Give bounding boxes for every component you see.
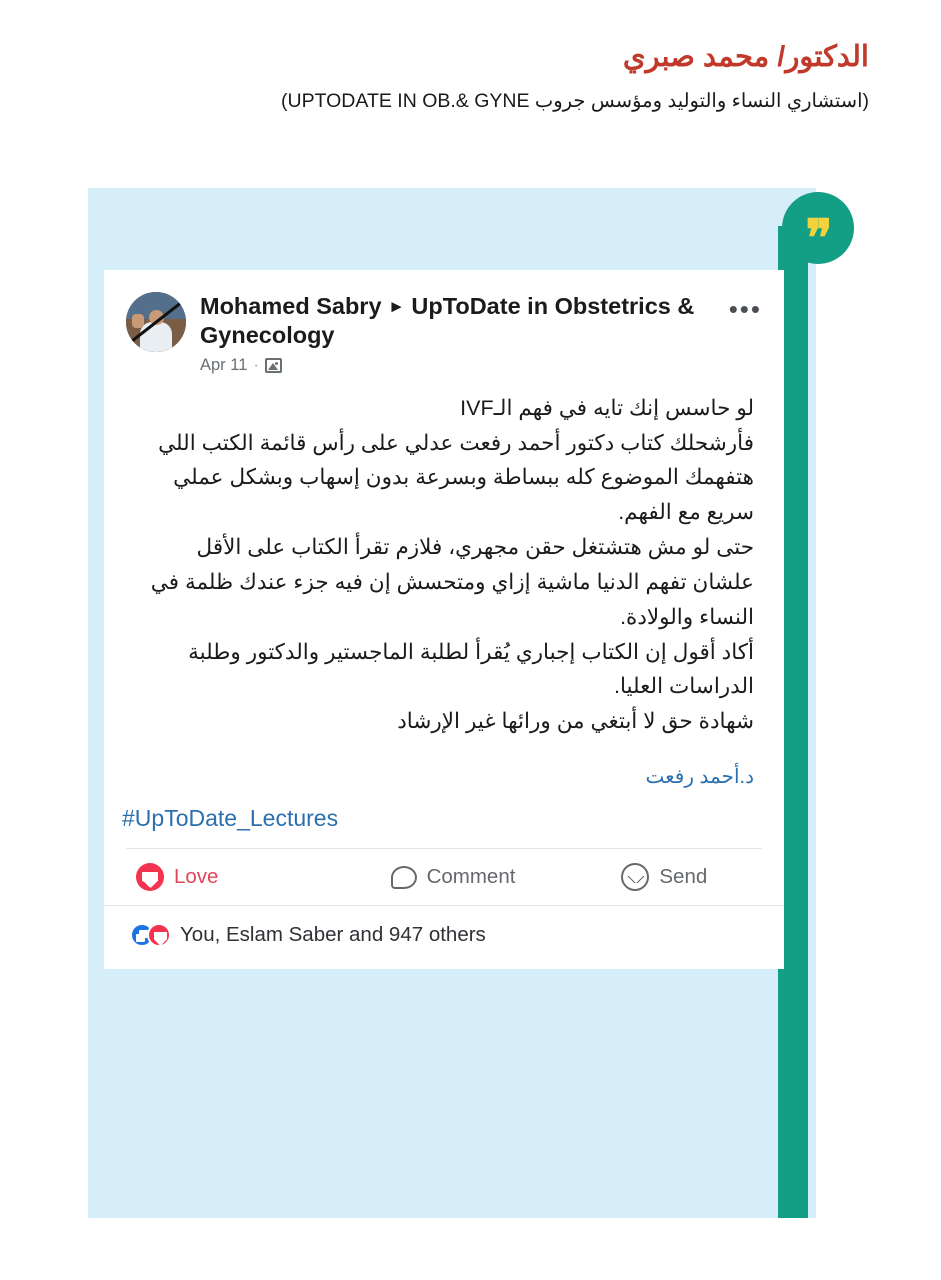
post-action-bar — [104, 849, 784, 905]
post-header-text — [186, 292, 729, 375]
messenger-icon — [621, 863, 649, 891]
post-date[interactable]: Apr 11 — [200, 355, 248, 374]
post-group-link[interactable]: UpToDate in Obstetrics & Gynecology — [200, 293, 695, 349]
post-author-link[interactable]: Mohamed Sabry — [200, 293, 382, 319]
quote-mark-icon — [782, 192, 854, 264]
post-more-options-button[interactable]: ••• — [728, 294, 762, 324]
love-button-label: Love — [174, 865, 219, 889]
post-body-line: أكاد أقول إن الكتاب إجباري يُقرأ لطلبة الماجستير والدكتور وطلبة الدراسات العليا. — [188, 639, 754, 699]
send-button[interactable] — [559, 863, 770, 891]
heart-icon — [136, 863, 164, 891]
reaction-icons — [130, 923, 171, 947]
post-signature: د.أحمد رفعت — [645, 766, 754, 789]
avatar-hand — [132, 314, 144, 328]
post-reactions-summary[interactable] — [104, 905, 784, 969]
love-button[interactable] — [118, 863, 347, 891]
post-hashtag-link[interactable]: #UpToDate_Lectures — [122, 805, 339, 832]
quote-mark-glyph: ❞ — [805, 210, 831, 266]
reactions-count-label[interactable]: You, Eslam Saber and 947 others — [180, 923, 486, 947]
post-body-line: لو حاسس إنك تايه في فهم الـIVF — [460, 395, 754, 420]
meta-separator: · — [253, 355, 259, 374]
avatar-body — [140, 322, 172, 352]
post-title — [200, 292, 721, 351]
comment-button[interactable] — [347, 865, 558, 889]
arrow-right-icon: ► — [388, 297, 405, 316]
comment-icon — [391, 866, 417, 889]
post-body-line: شهادة حق لا أبتغي من ورائها غير الإرشاد — [397, 709, 754, 734]
send-button-label: Send — [659, 865, 708, 889]
photo-audience-icon — [265, 358, 282, 373]
avatar[interactable] — [126, 292, 186, 352]
post-body-line: حتى لو مش هتشتغل حقن مجهري، فلازم تقرأ الكتاب على الأقل علشان تفهم الدنيا ماشية إزاي ومتحسش إن فيه جزء عندك ظلمة في النساء والولادة. — [150, 535, 754, 629]
love-reaction-icon — [147, 923, 171, 947]
post-meta — [200, 356, 721, 375]
post-body-line: فأرشحلك كتاب دكتور أحمد رفعت عدلي على رأس قائمة الكتب اللي هتفهمك الموضوع كله ببساطة وبسرعة بدون إسهاب وبشكل عملي سريع مع الفهم. — [158, 430, 754, 525]
page-title: الدكتور/ محمد صبري — [622, 41, 869, 73]
page-subtitle: (استشاري النساء والتوليد ومؤسس جروب UPTODATE IN OB.& GYNE) — [280, 89, 869, 112]
comment-button-label: Comment — [426, 865, 516, 889]
post-body — [104, 381, 784, 794]
facebook-post — [104, 270, 784, 969]
page-header — [0, 0, 941, 114]
post-header — [104, 270, 784, 381]
